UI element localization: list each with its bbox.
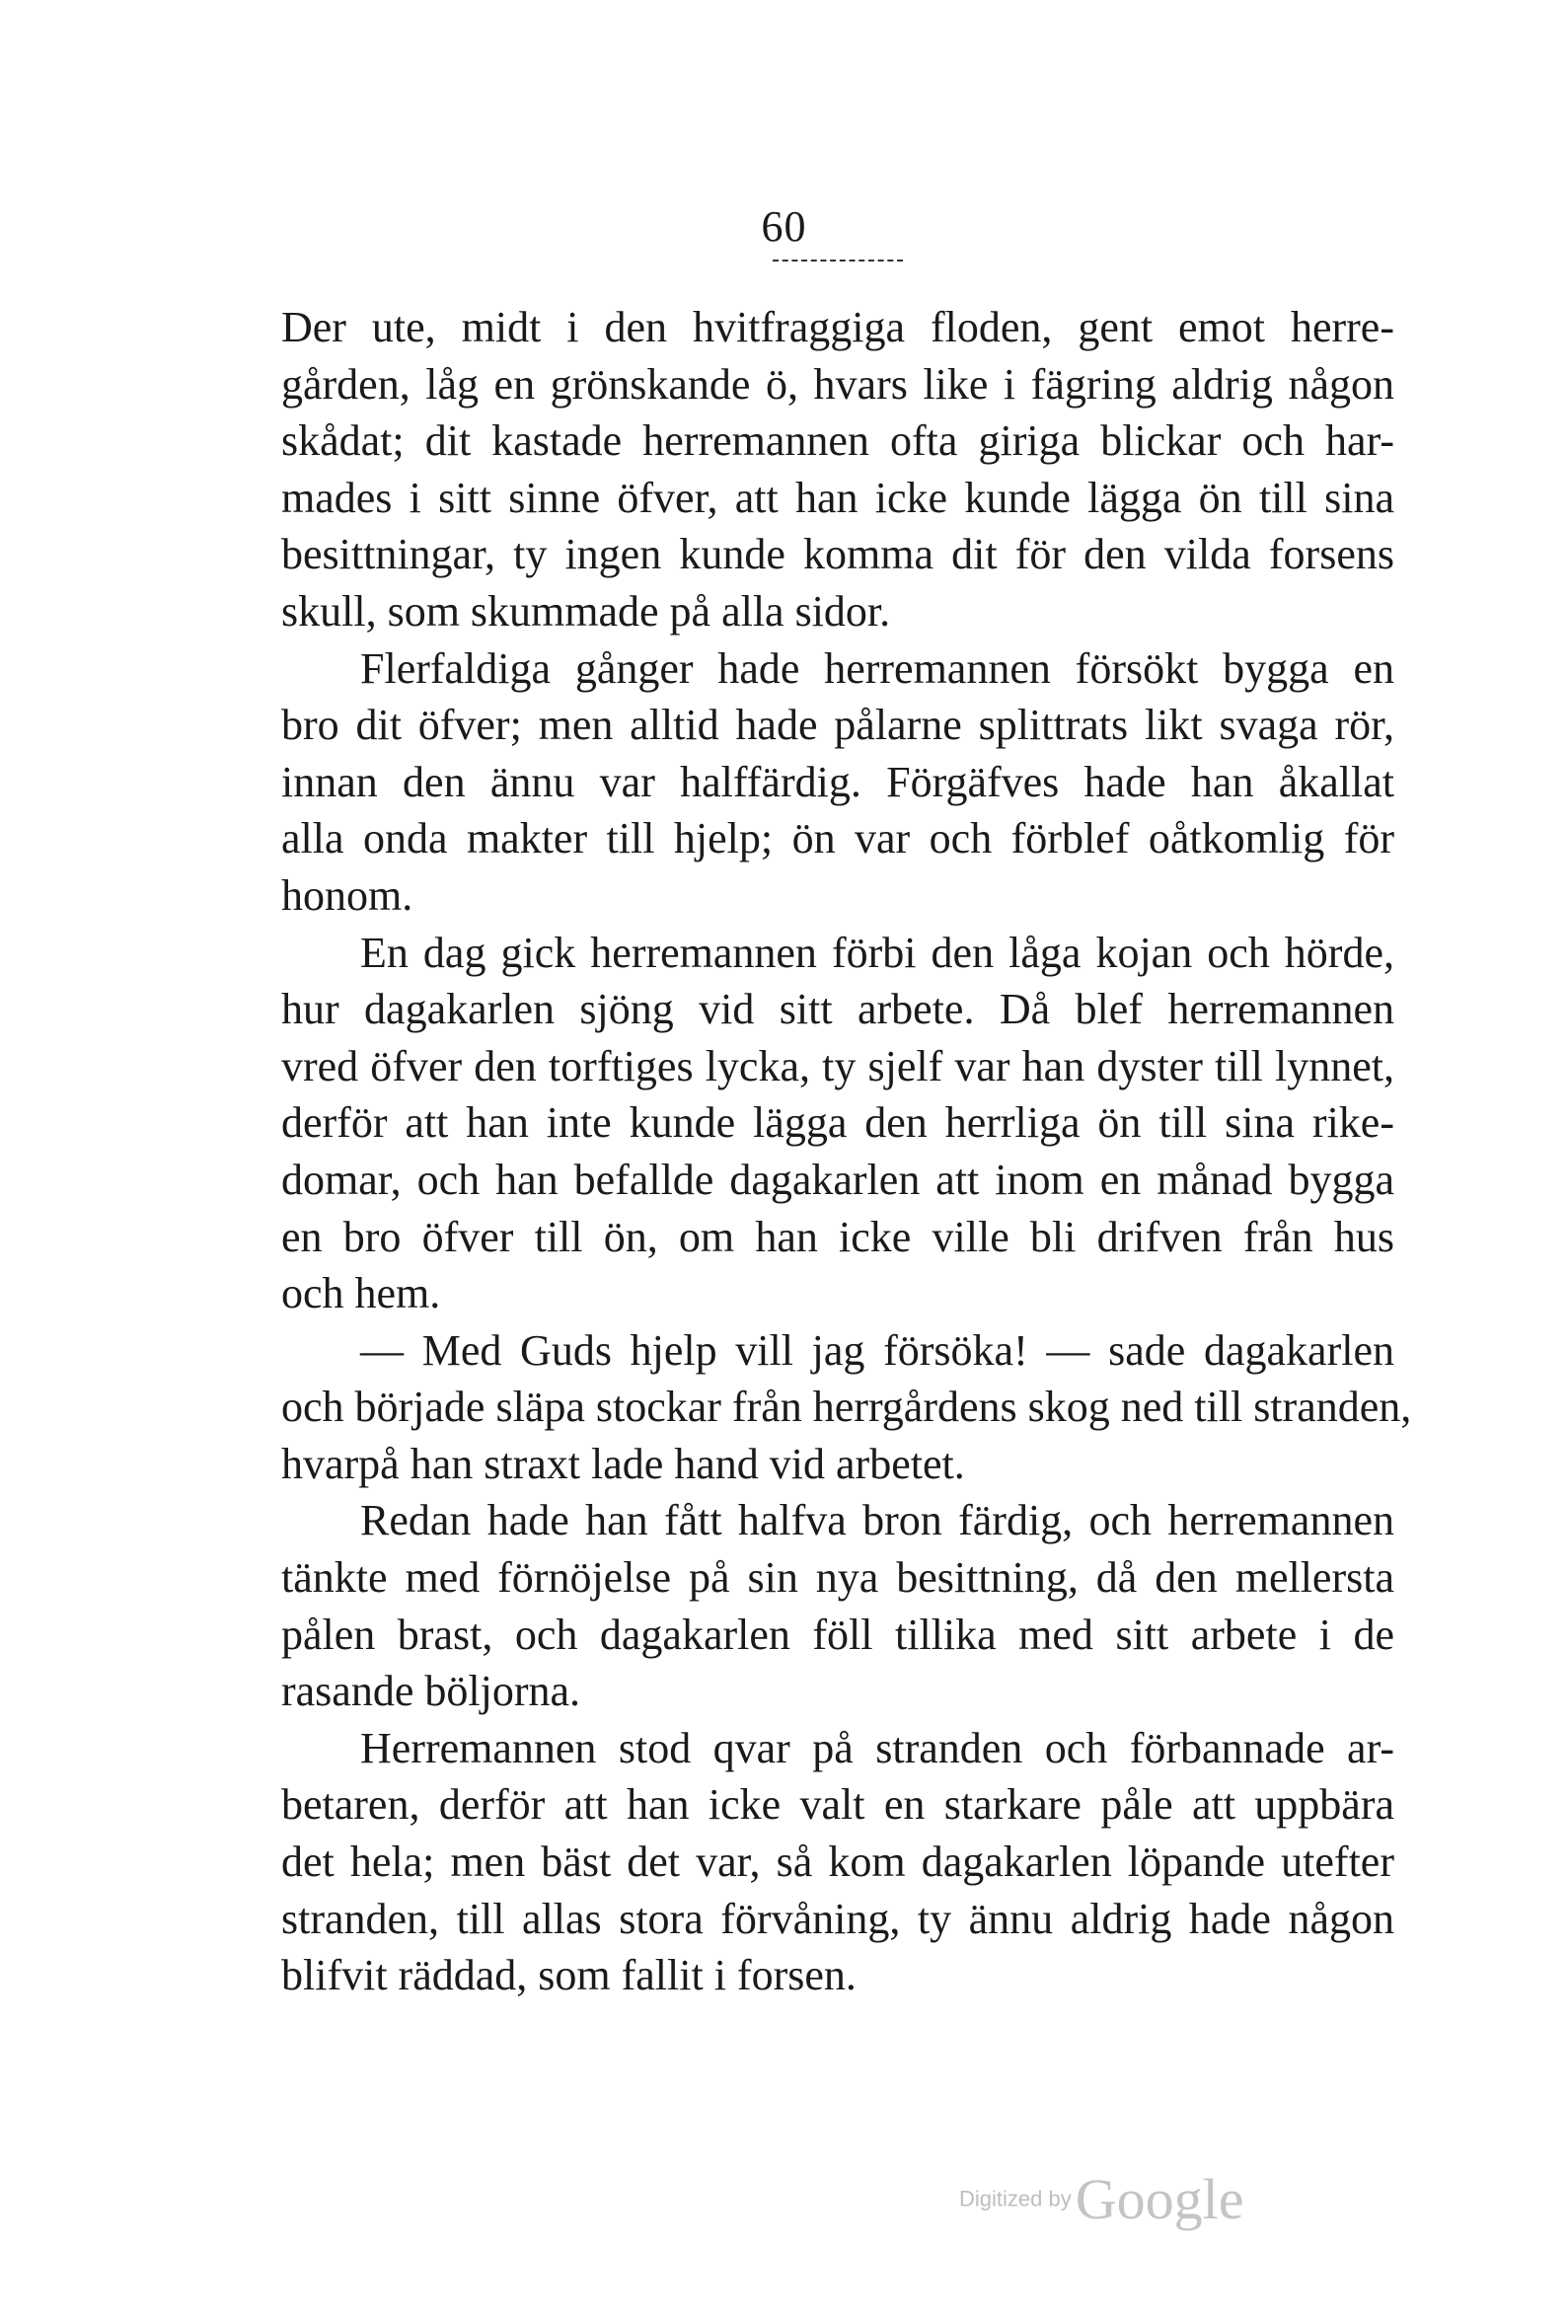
text-line: pålen brast, och dagakarlen föll tillika med sitt arbete i de xyxy=(281,1610,1394,1659)
text-line: — Med Guds hjelp vill jag försöka! — sade dagakarlen xyxy=(360,1325,1394,1375)
paragraph-3 xyxy=(281,925,1394,1322)
text-line: tänkte med förnöjelse på sin nya besittning, då den mellersta xyxy=(281,1553,1394,1603)
text-line: hur dagakarlen sjöng vid sitt arbete. Då blef herremannen xyxy=(281,985,1394,1034)
text-line: innan den ännu var halffärdig. Förgäfves hade han åkallat xyxy=(281,757,1394,806)
paragraph-5 xyxy=(281,1492,1394,1719)
text-line: Der ute, midt i den hvitfraggiga floden, gent emot herre- xyxy=(281,303,1394,351)
text-line: En dag gick herremannen förbi den låga kojan och hörde, xyxy=(360,928,1394,977)
text-line: betaren, derför att han icke valt en starkare påle att uppbära xyxy=(281,1780,1394,1830)
text-line: honom. xyxy=(281,870,413,920)
text-line: Herremannen stod qvar på stranden och förbannade ar- xyxy=(360,1723,1394,1772)
text-line: mades i sitt sinne öfver, att han icke kunde lägga ön till sina xyxy=(281,473,1394,522)
text-line: och började släpa stockar från herrgårdens skog ned till stranden, xyxy=(281,1383,1412,1432)
text-line: rasande böljorna. xyxy=(281,1667,580,1716)
text-line: skull, som skummade på alla sidor. xyxy=(281,586,891,636)
text-line: alla onda makter till hjelp; ön var och förblef oåtkomlig för xyxy=(281,814,1394,863)
body-text xyxy=(281,299,1412,2004)
paragraph-6 xyxy=(281,1720,1394,2004)
text-line: besittningar, ty ingen kunde komma dit för den vilda forsens xyxy=(281,530,1394,579)
text-line: domar, och han befallde dagakarlen att inom en månad bygga xyxy=(281,1155,1394,1204)
watermark-brand: Google xyxy=(1075,2167,1244,2231)
text-line: skådat; dit kastade herremannen ofta giriga blickar och har- xyxy=(281,416,1394,466)
paragraph-4 xyxy=(281,1322,1412,1493)
text-line: blifvit räddad, som fallit i forsen. xyxy=(281,1951,857,2000)
text-line: en bro öfver till ön, om han icke ville bli drifven från hus xyxy=(281,1212,1394,1261)
text-line: vred öfver den torftiges lycka, ty sjelf var han dyster till lynnet, xyxy=(281,1041,1394,1090)
paragraph-2 xyxy=(281,640,1394,925)
page-number-rule xyxy=(773,260,903,262)
text-line: stranden, till allas stora förvåning, ty ännu aldrig hade någon xyxy=(281,1894,1394,1943)
text-line: bro dit öfver; men alltid hade pålarne splittrats likt svaga rör, xyxy=(281,701,1394,750)
text-line: hvarpå han straxt lade hand vid arbetet. xyxy=(281,1439,965,1488)
watermark-prefix: Digitized by xyxy=(959,2186,1072,2212)
paragraph-1 xyxy=(281,299,1394,640)
digitized-by-google-watermark xyxy=(959,2166,1243,2232)
text-line: det hela; men bäst det var, så kom dagakarlen löpande utefter xyxy=(281,1837,1394,1887)
text-line: och hem. xyxy=(281,1269,441,1318)
text-line: derför att han inte kunde lägga den herrliga ön till sina rike- xyxy=(281,1098,1394,1148)
text-line: gården, låg en grönskande ö, hvars like i fägring aldrig någon xyxy=(281,359,1394,409)
page-number: 60 xyxy=(761,202,807,251)
text-line: Flerfaldiga gånger hade herremannen försökt bygga en xyxy=(360,643,1394,693)
text-line: Redan hade han fått halfva bron färdig, och herremannen xyxy=(360,1496,1394,1545)
